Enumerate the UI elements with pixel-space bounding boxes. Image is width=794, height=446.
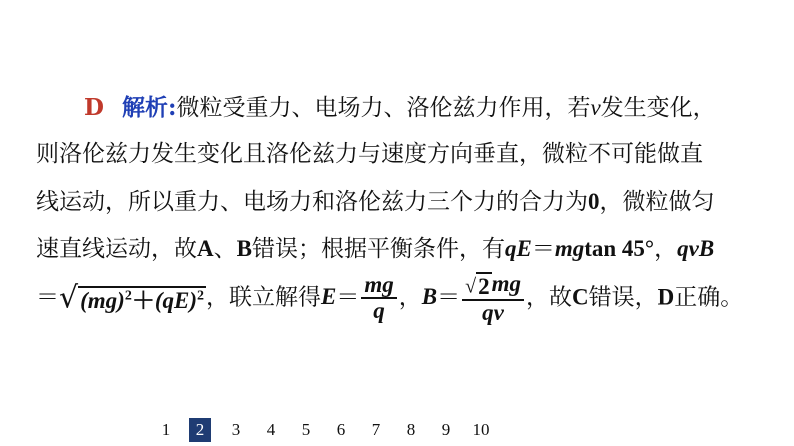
option-b: B bbox=[236, 236, 252, 261]
eq2-lhs: qvB bbox=[677, 236, 715, 261]
option-d: D bbox=[657, 284, 675, 310]
page-5[interactable]: 5 bbox=[301, 420, 311, 439]
var-e: E bbox=[321, 284, 337, 310]
analysis-label: 解析: bbox=[121, 94, 177, 121]
text-line5d: 错误， bbox=[588, 284, 658, 311]
page-6[interactable]: 6 bbox=[336, 420, 346, 439]
frac1-denominator: q bbox=[373, 298, 385, 324]
page-8[interactable]: 8 bbox=[406, 420, 416, 439]
sqrt-expression bbox=[59, 272, 206, 324]
line-2 bbox=[36, 131, 776, 178]
exponent-2: 2 bbox=[197, 288, 205, 304]
var-b: B bbox=[421, 284, 438, 310]
text-line4a: 速直线运动，故 bbox=[36, 236, 197, 262]
equals-sign-4: ＝ bbox=[437, 284, 461, 311]
text-line3b: ，微粒做匀 bbox=[599, 189, 715, 215]
exponent-1: 2 bbox=[124, 288, 132, 304]
page-9[interactable]: 9 bbox=[441, 420, 451, 439]
page-7[interactable]: 7 bbox=[371, 420, 381, 439]
line-5 bbox=[36, 271, 776, 325]
text-line2: 则洛伦兹力发生变化且洛伦兹力与速度方向垂直，微粒不可能做直 bbox=[36, 141, 703, 167]
text-line5c: ，故 bbox=[525, 284, 572, 311]
page-1[interactable]: 1 bbox=[161, 420, 171, 439]
line-4 bbox=[36, 225, 776, 272]
zero: 0 bbox=[588, 189, 600, 214]
page-10[interactable]: 10 bbox=[472, 420, 490, 439]
plus-sign: ＋ bbox=[131, 288, 155, 314]
equals-sign: ＝ bbox=[531, 236, 555, 262]
text-line5-mid: ，联立解得 bbox=[206, 284, 322, 311]
text-line3a: 线运动，所以重力、电场力和洛伦兹力三个力的合力为 bbox=[36, 189, 588, 215]
comma: ， bbox=[654, 236, 678, 262]
equals-sign-2: ＝ bbox=[36, 284, 59, 311]
option-a: A bbox=[197, 236, 214, 261]
text-line4b: 错误；根据平衡条件，有 bbox=[251, 236, 505, 262]
var-v: v bbox=[590, 95, 601, 120]
radical-small-icon: √ bbox=[465, 275, 477, 298]
sqrt-two: 2 bbox=[478, 273, 490, 299]
page-4[interactable]: 4 bbox=[266, 420, 276, 439]
line-1 bbox=[36, 84, 776, 131]
eq1-rhs: mg bbox=[554, 236, 585, 261]
term-qe: (qE) bbox=[154, 288, 198, 314]
eq1-lhs: qE bbox=[504, 236, 532, 261]
option-c: C bbox=[571, 284, 589, 310]
radical-icon: √ bbox=[59, 280, 79, 316]
fraction-mg-q bbox=[361, 273, 396, 323]
page-3[interactable]: 3 bbox=[231, 420, 241, 439]
comma-2: ， bbox=[398, 284, 422, 311]
frac1-numerator: mg bbox=[361, 273, 396, 299]
frac2-numerator-rest: mg bbox=[491, 271, 521, 296]
text-line1-end: 发生变化， bbox=[600, 95, 716, 121]
page-2-current[interactable]: 2 bbox=[189, 418, 211, 442]
text-line1: 微粒受重力、电场力、洛伦兹力作用，若 bbox=[176, 95, 591, 121]
separator: 、 bbox=[213, 236, 237, 262]
explanation-block bbox=[36, 84, 776, 325]
fraction-sqrt2mg-qv bbox=[462, 272, 524, 325]
frac2-denominator: qv bbox=[482, 299, 504, 325]
text-line5e: 正确。 bbox=[674, 284, 744, 311]
term-mg: (mg) bbox=[80, 288, 125, 314]
line-3 bbox=[36, 178, 776, 225]
answer-letter: D bbox=[84, 94, 104, 121]
equals-sign-3: ＝ bbox=[336, 284, 360, 311]
tan-45: tan 45° bbox=[584, 236, 655, 261]
pagination bbox=[150, 418, 500, 442]
